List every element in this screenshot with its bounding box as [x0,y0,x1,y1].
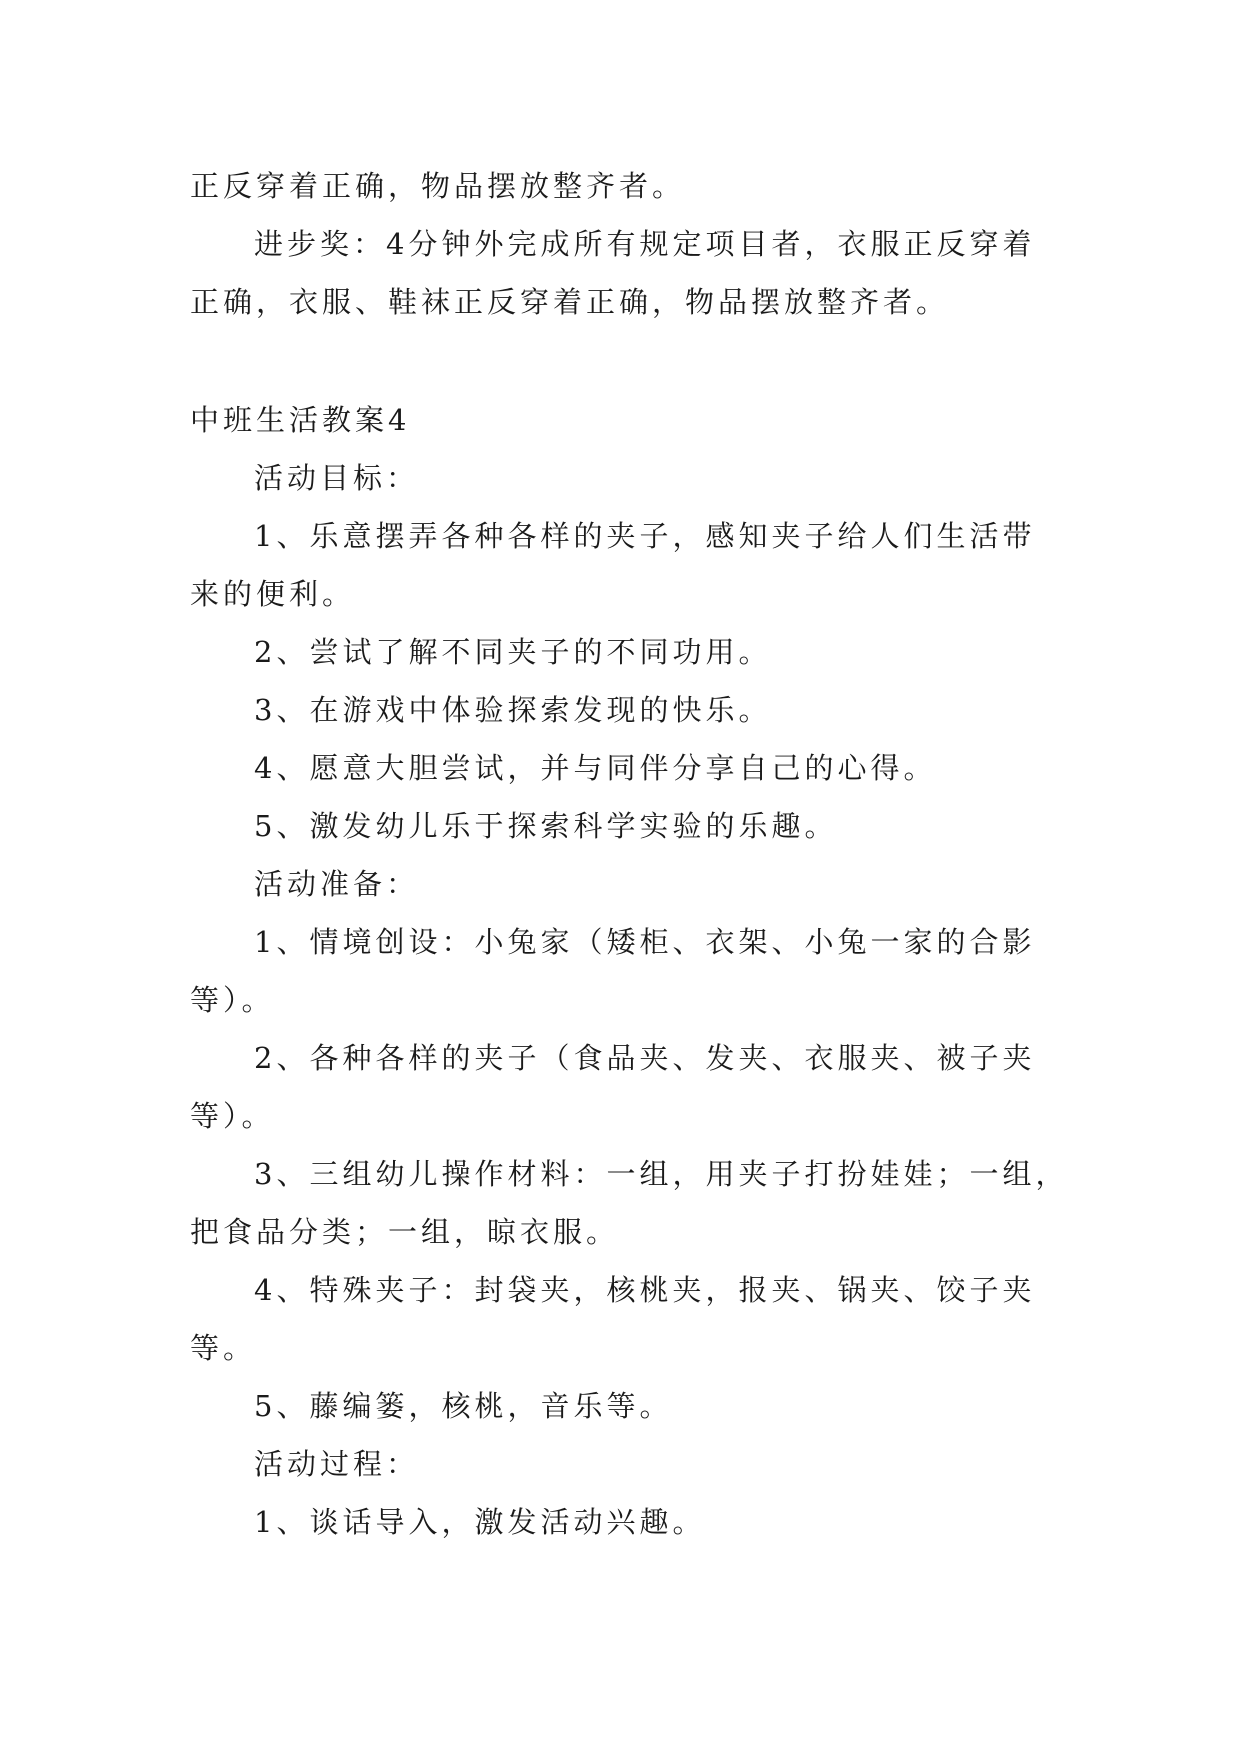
text-line: 等）。 [190,983,275,1017]
text-line: 1、情境创设：小兔家（矮柜、衣架、小兔一家的合影 [254,925,1036,959]
text-line: 5、藤编篓，核桃，音乐等。 [254,1389,673,1423]
text-line: 4、特殊夹子：封袋夹，核桃夹，报夹、锅夹、饺子夹 [254,1273,1036,1307]
subheading: 活动目标： [254,461,420,495]
text-line: 来的便利。 [190,577,356,611]
subheading: 活动准备： [254,867,420,901]
text-line: 1、谈话导入，激发活动兴趣。 [254,1505,706,1539]
text-line: 4、愿意大胆尝试，并与同伴分享自己的心得。 [254,751,937,785]
text-line: 把食品分类；一组，晾衣服。 [190,1215,620,1249]
text-line: 2、尝试了解不同夹子的不同功用。 [254,635,772,669]
section-heading: 中班生活教案4 [190,403,411,437]
text-line: 正反穿着正确，物品摆放整齐者。 [190,169,686,203]
text-line: 等）。 [190,1099,275,1133]
text-line: 5、激发幼儿乐于探索科学实验的乐趣。 [254,809,838,843]
text-line: 1、乐意摆弄各种各样的夹子，感知夹子给人们生活带 [254,519,1036,553]
text-line: 正确，衣服、鞋袜正反穿着正确，物品摆放整齐者。 [190,285,950,319]
text-line: 进步奖：4分钟外完成所有规定项目者，衣服正反穿着 [254,227,1036,261]
subheading: 活动过程： [254,1447,420,1481]
text-line: 3、三组幼儿操作材料：一组，用夹子打扮娃娃；一组， [254,1157,1069,1191]
text-line: 等。 [190,1331,257,1365]
text-line: 2、各种各样的夹子（食品夹、发夹、衣服夹、被子夹 [254,1041,1036,1075]
text-line: 3、在游戏中体验探索发现的快乐。 [254,693,772,727]
